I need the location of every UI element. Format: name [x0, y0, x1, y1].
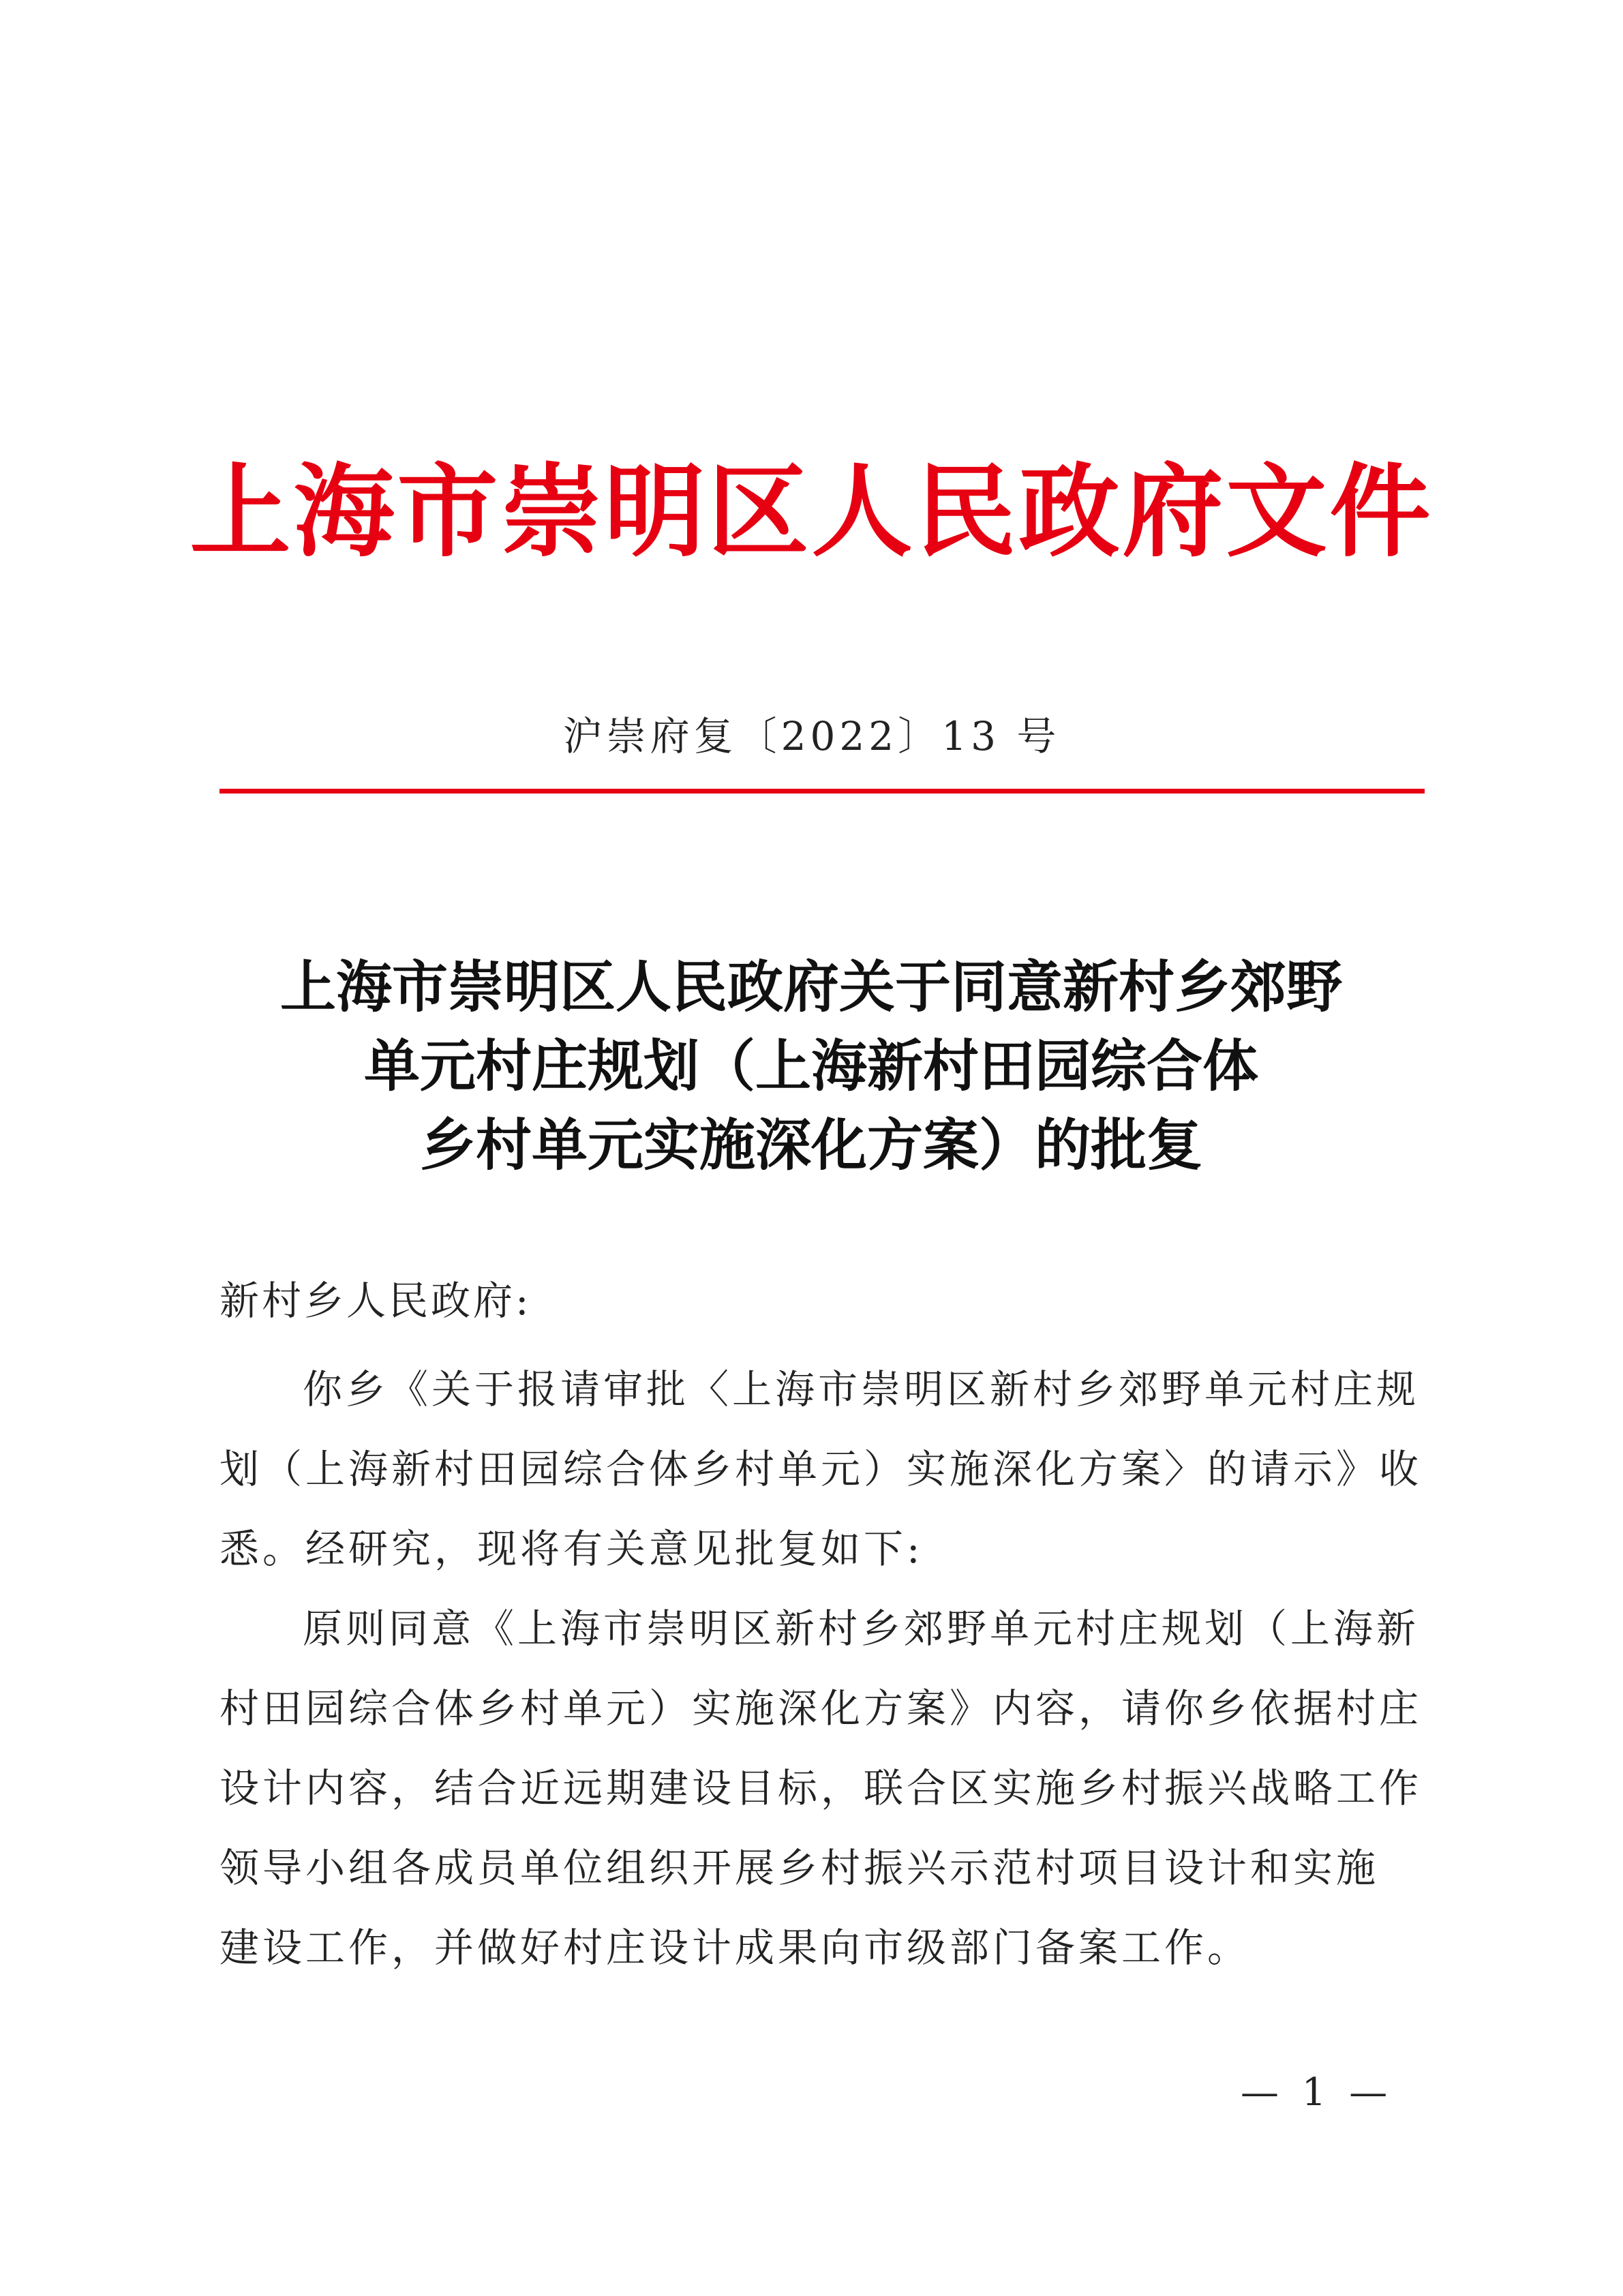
issuer-masthead: 上海市崇明区人民政府文件: [189, 452, 1434, 571]
title-line: 乡村单元实施深化方案）的批复: [419, 1113, 1202, 1178]
body-line: 村田园综合体乡村单元）实施深化方案》内容，请你乡依据村庄: [219, 1685, 1423, 1732]
red-separator-line: [219, 789, 1425, 794]
body-line: 设计内容，结合近远期建设目标，联合区实施乡村振兴战略工作: [219, 1765, 1423, 1811]
document-number: 沪崇府复〔2022〕13 号: [562, 713, 1061, 759]
body-line: 原则同意《上海市崇明区新村乡郊野单元村庄规划（上海新: [303, 1605, 1420, 1652]
title-line: 单元村庄规划（上海新村田园综合体: [363, 1033, 1258, 1099]
body-line: 悉。经研究，现将有关意见批复如下:: [219, 1526, 924, 1572]
page-number: — 1 —: [1241, 2070, 1393, 2115]
document-body: [219, 1350, 1425, 1988]
addressee: 新村乡人民政府:: [219, 1278, 532, 1324]
body-line: 领导小组各成员单位组织开展乡村振兴示范村项目设计和实施: [219, 1845, 1380, 1891]
title-line: 上海市崇明区人民政府关于同意新村乡郊野: [279, 954, 1342, 1020]
document-title: [204, 948, 1418, 1185]
body-line: 你乡《关于报请审批〈上海市崇明区新村乡郊野单元村庄规: [303, 1366, 1420, 1413]
body-line: 建设工作，并做好村庄设计成果向市级部门备案工作。: [219, 1924, 1251, 1971]
body-line: 划（上海新村田园综合体乡村单元）实施深化方案〉的请示》收: [219, 1446, 1423, 1492]
